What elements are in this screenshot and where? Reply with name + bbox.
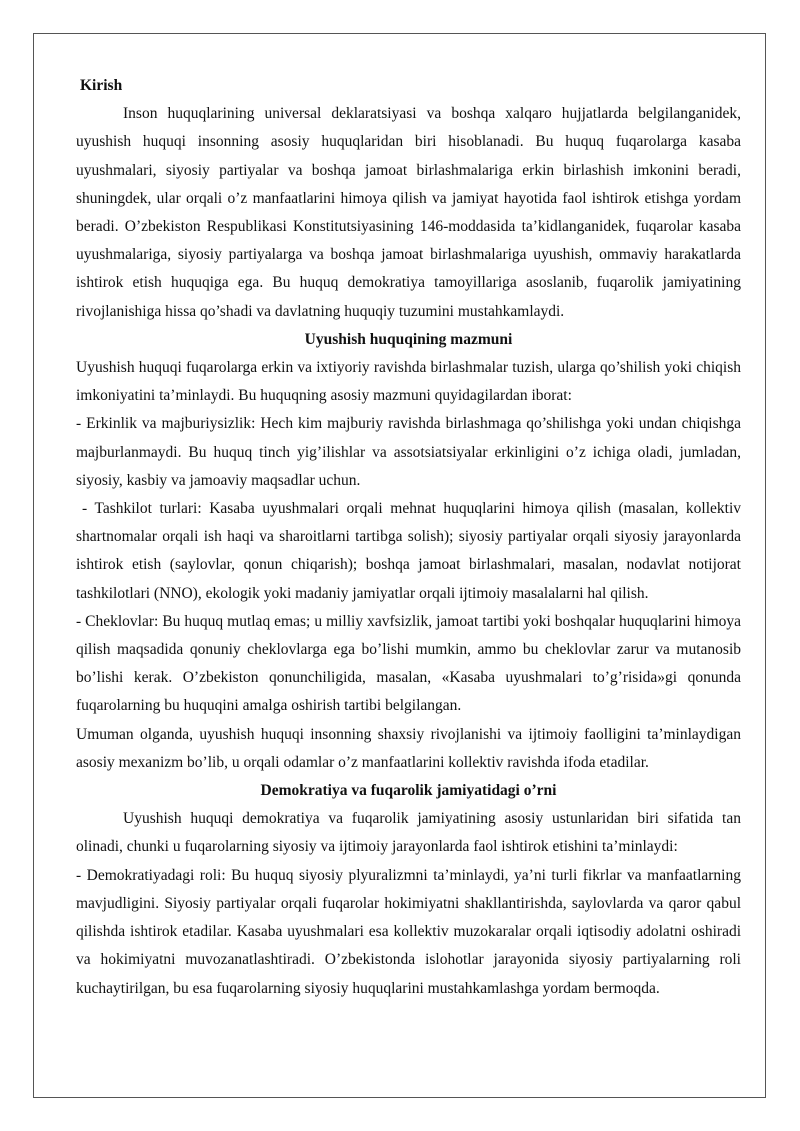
intro-heading: Kirish [80,77,123,94]
section1-heading: Uyushish huquqining mazmuni [304,330,513,348]
section2-heading: Demokratiya va fuqarolik jamiyatidagi o’rni [260,782,557,800]
section1-item-freedom: - Erkinlik va majburiysizlik: Hech kim majburiy ravishda birlashmaga qo’shilishga yoki undan chiqishga majburlanmaydi. Bu huquq tinch yig’ilishlar va assotsiatsiyalar erkinligini o’z ichiga oladi, jumladan, siyosiy, kasbiy va jamoaviy maqsadlar uchun. [76,415,741,489]
section1-lead: Uyushish huquqi fuqarolarga erkin va ixtiyoriy ravishda birlashmalar tuzish, ularga qo’shilish yoki chiqish imkoniyatini ta’minlaydi. Bu huquqning asosiy mazmuni quyidagilardan iborat: [76,359,741,405]
document-body [76,72,741,1003]
section1-item-organization-types: - Tashkilot turlari: Kasaba uyushmalari orqali mehnat huquqlarini himoya qilish (masalan, kollektiv shartnomalar orqali ish haqi va sharoitlarni tartibga solish); siyosiy partiyalar orqali siyosiy jarayonlarda ishtirok etish (saylovlar, qonun chiqarish); boshqa jamoat birlashmalari, masalan, nodavlat notijorat tashkilotlari (NNO), ekologik yoki madaniy jamiyatlar orqali ijtimoiy masalalarni hal qilish. [76,500,741,602]
intro-paragraph: Inson huquqlarining universal deklaratsiyasi va boshqa xalqaro hujjatlarda belgilanganidek, uyushish huquqi insonning asosiy huquqlaridan biri hisoblanadi. Bu huquq fuqarolarga kasaba uyushmalari, siyosiy partiyalar va boshqa jamoat birlashmalariga erkin birlashish imkonini beradi, shuningdek, ular orqali o’z manfaatlarini himoya qilish va jamiyat hayotida faol ishtirok etishga yordam beradi. O’zbekiston Respublikasi Konstitutsiyasining 146-moddasida ta’kidlanganidek, fuqarolar kasaba uyushmalariga, siyosiy partiyalarga va boshqa jamoat birlashmalariga uyushish, ommaviy harakatlarda ishtirok etish huquqiga ega. Bu huquq demokratiya tamoyillariga asoslanib, fuqarolik jamiyatining rivojlanishiga hissa qo’shadi va davlatning huquqiy tuzumini mustahkamlaydi. [76,105,741,320]
section2-item-democracy-role: - Demokratiyadagi roli: Bu huquq siyosiy plyuralizmni ta’minlaydi, ya’ni turli fikrlar va manfaatlarning mavjudligini. Siyosiy partiyalar orqali fuqarolar hokimiyatni shakllantirishda, saylovlarda va qaror qabul qilishda ishtirok etadilar. Kasaba uyushmalari esa kollektiv muzokaralar orqali iqtisodiy adolatni oshiradi va hokimiyatni muvozanatlashtiradi. O’zbekistonda islohotlar jarayonida siyosiy partiyalarning roli kuchaytirilgan, bu esa fuqarolarning siyosiy huquqlarini mustahkamlashga yordam bermoqda. [76,866,741,997]
section1-item-limitations: - Cheklovlar: Bu huquq mutlaq emas; u milliy xavfsizlik, jamoat tartibi yoki boshqalar huquqlarini himoya qilish maqsadida qonuniy cheklovlarga ega bo’lishi mumkin, ammo bu cheklovlar zarur va mutanosib bo’lishi kerak. O’zbekiston qonunchiligida, masalan, «Kasaba uyushmalari to’g’risida»gi qonunda fuqarolarning bu huquqini amalga oshirish tartibi belgilangan. [76,612,741,715]
section2-lead: Uyushish huquqi demokratiya va fuqarolik jamiyatining asosiy ustunlaridan biri sifatida tan olinadi, chunki u fuqarolarning siyosiy va ijtimoiy jarayonlarda faol ishtirok etishini ta’minlaydi: [76,810,741,856]
section1-summary: Umuman olganda, uyushish huquqi insonning shaxsiy rivojlanishi va ijtimoiy faolligini ta’minlaydigan asosiy mexanizm bo’lib, u orqali odamlar o’z manfaatlarini kollektiv ravishda ifoda etadilar. [76,725,741,771]
